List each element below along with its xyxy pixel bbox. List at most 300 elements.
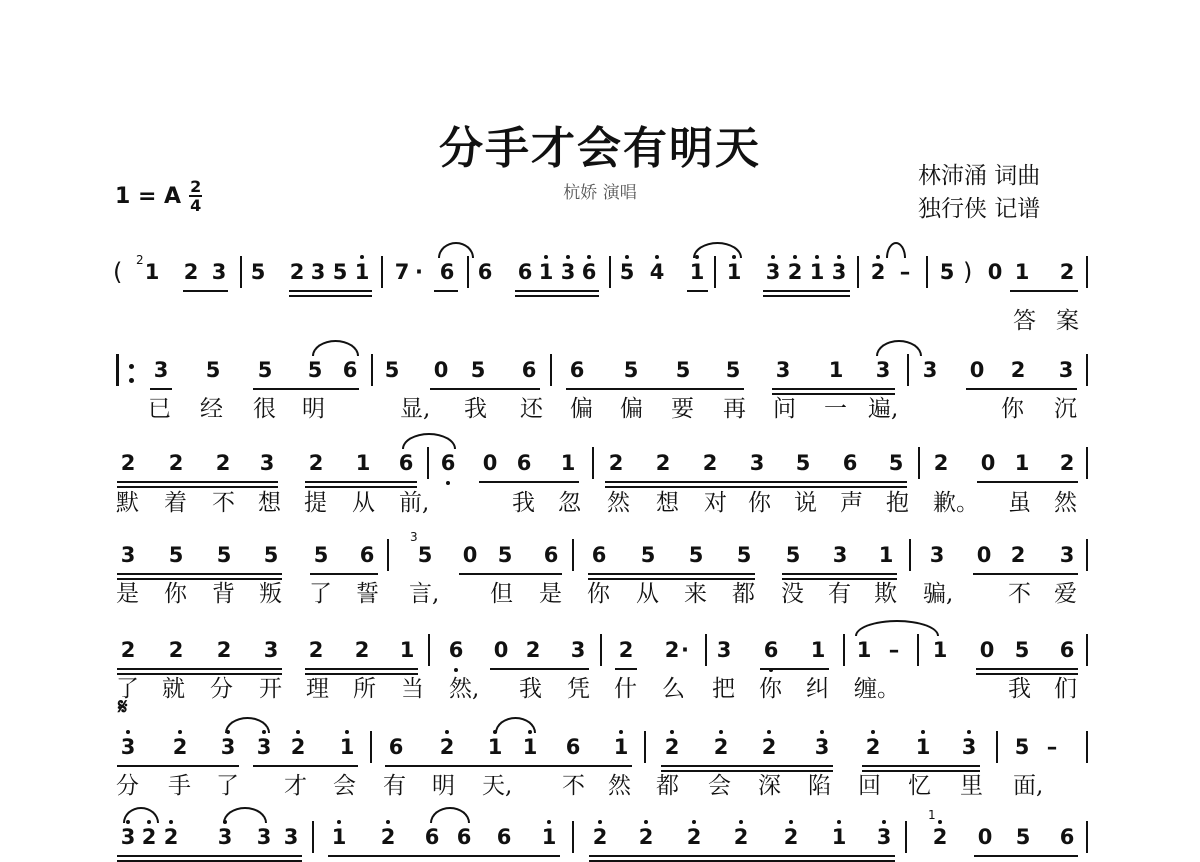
- lyric-syllable: 都: [656, 773, 679, 799]
- duration-underline: [117, 578, 282, 580]
- tie-slur: [495, 717, 536, 733]
- note: 7: [394, 260, 410, 284]
- note: 5: [888, 451, 904, 475]
- note: 2: [758, 727, 780, 767]
- note: 3: [263, 638, 279, 662]
- repeat-start: [116, 354, 125, 386]
- tie-slur: [855, 620, 939, 636]
- barline: [1086, 634, 1088, 666]
- tie-slur: [693, 242, 742, 258]
- note: 1: [538, 817, 560, 857]
- intro-paren-open: (: [113, 258, 123, 286]
- note: 6: [578, 252, 600, 292]
- lyric-syllable: 来: [684, 581, 707, 607]
- barline: [572, 821, 574, 853]
- octave-dot-high: [644, 820, 648, 824]
- octave-dot-high: [882, 820, 886, 824]
- octave-dot-high: [360, 255, 364, 259]
- lyric-syllable: 明: [302, 396, 325, 422]
- note: 1: [328, 817, 350, 857]
- note: 3: [117, 817, 139, 857]
- octave-dot-high: [169, 820, 173, 824]
- barline: [371, 354, 373, 386]
- lyric-syllable: 一: [824, 396, 847, 422]
- note: 1: [1014, 260, 1030, 284]
- note: 3: [828, 252, 850, 292]
- lyric-syllable: 答: [1013, 308, 1036, 334]
- repeat-dot: [129, 364, 134, 369]
- lyric-syllable: 骗,: [923, 581, 954, 607]
- tie-slur: [402, 433, 456, 449]
- octave-dot-high: [793, 255, 797, 259]
- duration-underline: [977, 481, 1078, 483]
- note: 5: [332, 260, 348, 284]
- note: 3: [929, 543, 945, 567]
- barline: [467, 256, 469, 288]
- note: 0: [493, 638, 509, 662]
- barline: [1086, 731, 1088, 763]
- duration-underline: [515, 295, 599, 297]
- octave-dot-high: [967, 730, 971, 734]
- duration-underline: [289, 290, 372, 292]
- note: 3: [958, 727, 980, 767]
- tie-slur: [312, 340, 359, 356]
- lyric-syllable: 你: [1001, 396, 1024, 422]
- note: 6: [496, 825, 512, 849]
- note: 5: [725, 358, 741, 382]
- lyric-syllable: 很: [253, 396, 276, 422]
- note: 3: [1058, 358, 1074, 382]
- note: 0: [976, 543, 992, 567]
- lyric-syllable: 前,: [399, 490, 430, 516]
- barline: [1086, 821, 1088, 853]
- time-numerator: 2: [190, 177, 202, 196]
- note: 2: [780, 817, 802, 857]
- lyric-syllable: 天,: [482, 773, 513, 799]
- note: 2: [354, 638, 370, 662]
- note: ·: [415, 260, 423, 284]
- lyric-syllable: 会: [708, 773, 731, 799]
- note: 1: [535, 252, 557, 292]
- tie-slur: [876, 340, 922, 356]
- note: 2: [308, 451, 324, 475]
- note: 6: [477, 260, 493, 284]
- note: 5: [688, 543, 704, 567]
- duration-underline: [605, 481, 907, 483]
- note: 1: [828, 358, 844, 382]
- lyric-syllable: 手: [168, 773, 191, 799]
- note: 2: [867, 252, 889, 292]
- note: 1: [351, 252, 373, 292]
- note: 2: [1010, 543, 1026, 567]
- note: 5: [250, 260, 266, 284]
- note: 1: [828, 817, 850, 857]
- lyric-syllable: 沉: [1054, 396, 1077, 422]
- lyric-syllable: 陷: [808, 773, 831, 799]
- octave-dot-high: [625, 255, 629, 259]
- note: 5: [736, 543, 752, 567]
- lyric-syllable: 你: [587, 581, 610, 607]
- lyric-syllable: 缠。: [854, 676, 900, 702]
- duration-underline: [305, 481, 417, 483]
- lyric-syllable: 面,: [1013, 773, 1044, 799]
- lyric-syllable: 忆: [908, 773, 931, 799]
- note: 0: [987, 260, 1003, 284]
- lyric-syllable: 但: [490, 581, 513, 607]
- time-denominator: 4: [190, 196, 202, 215]
- barline: [1086, 256, 1088, 288]
- note: 2: [589, 817, 611, 857]
- octave-dot-high: [126, 730, 130, 734]
- note: 2: [1059, 260, 1075, 284]
- lyric-syllable: 就: [162, 676, 185, 702]
- lyric-syllable: 是: [539, 581, 562, 607]
- note: 2: [664, 638, 680, 662]
- note: 0: [969, 358, 985, 382]
- note: 1: [912, 727, 934, 767]
- duration-underline: [687, 290, 708, 292]
- lyric-syllable: 分: [116, 773, 139, 799]
- lyric-syllable: 默: [116, 490, 139, 516]
- note: 0: [482, 451, 498, 475]
- lyric-syllable: 么: [662, 676, 685, 702]
- barline: [572, 539, 574, 571]
- note: 5: [640, 543, 656, 567]
- lyric-syllable: 对: [704, 490, 727, 516]
- note: 5: [307, 358, 323, 382]
- lyric-syllable: 凭: [567, 676, 590, 702]
- octave-dot-high: [337, 820, 341, 824]
- lyric-syllable: 然: [608, 773, 631, 799]
- octave-dot-high: [655, 255, 659, 259]
- octave-dot-high: [921, 730, 925, 734]
- octave-dot-high: [871, 730, 875, 734]
- octave-dot-high: [771, 255, 775, 259]
- lyric-syllable: 爱: [1054, 581, 1077, 607]
- note: 2: [216, 638, 232, 662]
- note: 2: [635, 817, 657, 857]
- note: 2: [730, 817, 752, 857]
- duration-underline: [117, 668, 282, 670]
- lyric-syllable: 什: [614, 676, 637, 702]
- lyric-syllable: 你: [759, 676, 782, 702]
- barline: [917, 634, 919, 666]
- lyric-syllable: 经: [200, 396, 223, 422]
- key-label: 1 = A: [115, 183, 182, 209]
- repeat-dot: [129, 378, 134, 383]
- lyric-syllable: 有: [383, 773, 406, 799]
- lyric-syllable: 想: [656, 490, 679, 516]
- lyric-syllable: 从: [636, 581, 659, 607]
- lyric-syllable: 从: [352, 490, 375, 516]
- note: 2: [120, 451, 136, 475]
- barline: [592, 447, 594, 479]
- lyric-syllable: 遍,: [868, 396, 899, 422]
- duration-underline: [117, 486, 278, 488]
- note: 5: [384, 358, 400, 382]
- lyric-syllable: 你: [748, 490, 771, 516]
- note: 2: [168, 638, 184, 662]
- note: 2: [862, 727, 884, 767]
- octave-dot-high: [820, 730, 824, 734]
- note: 3: [310, 260, 326, 284]
- note: 2: [215, 451, 231, 475]
- lyric-syllable: 回: [858, 773, 881, 799]
- note: 3: [570, 638, 586, 662]
- note: 5: [939, 260, 955, 284]
- note: 3: [217, 727, 239, 767]
- lyric-syllable: 言,: [409, 581, 440, 607]
- note: 3: [875, 358, 891, 382]
- lyric-syllable: 誓: [356, 581, 379, 607]
- grace-note: 2: [136, 253, 144, 267]
- lyric-syllable: 显,: [400, 396, 431, 422]
- duration-underline: [434, 290, 458, 292]
- note: 3: [117, 727, 139, 767]
- note: 2: [183, 260, 199, 284]
- lyric-syllable: 把: [712, 676, 735, 702]
- note: 2: [618, 638, 634, 662]
- lyric-syllable: 再: [723, 396, 746, 422]
- note: 5: [675, 358, 691, 382]
- lyric-syllable: 欺: [874, 581, 897, 607]
- octave-dot-high: [815, 255, 819, 259]
- lyric-syllable: 然: [607, 490, 630, 516]
- lyric-syllable: 我: [1008, 676, 1031, 702]
- transcriber-credit: 独行侠 记谱: [918, 196, 1041, 222]
- lyric-syllable: 不: [562, 773, 585, 799]
- note: 1: [484, 727, 506, 767]
- duration-underline: [479, 481, 579, 483]
- octave-dot-high: [719, 730, 723, 734]
- lyric-syllable: 有: [828, 581, 851, 607]
- note: 2: [436, 727, 458, 767]
- note: 2: [784, 252, 806, 292]
- note: 1: [355, 451, 371, 475]
- barline: [857, 256, 859, 288]
- note: 3: [811, 727, 833, 767]
- note: 1: [723, 252, 745, 292]
- lyric-syllable: 偏: [620, 396, 643, 422]
- note: –: [1046, 735, 1058, 759]
- lyric-syllable: 叛: [259, 581, 282, 607]
- note: 6: [398, 451, 414, 475]
- note: 3: [256, 825, 272, 849]
- duration-underline: [763, 295, 850, 297]
- barline: [1086, 539, 1088, 571]
- note: 1: [519, 727, 541, 767]
- lyric-syllable: 歉。: [933, 490, 979, 516]
- note: 6: [760, 630, 782, 670]
- tie-slur: [886, 242, 906, 258]
- lyric-syllable: 提: [304, 490, 327, 516]
- barline: [907, 354, 909, 386]
- tie-slur: [223, 807, 267, 823]
- lyric-syllable: 才: [284, 773, 307, 799]
- note: 2: [1059, 451, 1075, 475]
- lyric-syllable: 已: [148, 396, 171, 422]
- octave-dot-high: [837, 820, 841, 824]
- note: 6: [543, 543, 559, 567]
- note: 2: [138, 817, 160, 857]
- lyric-syllable: 说: [794, 490, 817, 516]
- note: 1: [560, 451, 576, 475]
- note: 5: [263, 543, 279, 567]
- note: 3: [214, 817, 236, 857]
- barline: [1086, 354, 1088, 386]
- lyric-syllable: 了: [216, 773, 239, 799]
- note: 6: [445, 630, 467, 670]
- lyric-syllable: 明: [432, 773, 455, 799]
- note: 3: [283, 825, 299, 849]
- note: 6: [456, 825, 472, 849]
- note: 1: [686, 252, 708, 292]
- barline: [905, 821, 907, 853]
- duration-underline: [515, 290, 599, 292]
- duration-underline: [289, 295, 372, 297]
- note: 0: [979, 638, 995, 662]
- barline: [370, 731, 372, 763]
- note: 2: [933, 451, 949, 475]
- note: 2: [710, 727, 732, 767]
- barline: [428, 634, 430, 666]
- duration-underline: [117, 573, 282, 575]
- lyric-syllable: 抱: [886, 490, 909, 516]
- note: 1: [856, 638, 872, 662]
- note: 2: [308, 638, 324, 662]
- intro-paren-close: ): [963, 258, 973, 286]
- lyric-syllable: 没: [781, 581, 804, 607]
- note: 2: [160, 817, 182, 857]
- note: 3: [922, 358, 938, 382]
- octave-dot-high: [544, 255, 548, 259]
- octave-dot-low: [446, 481, 450, 485]
- note: 6: [569, 358, 585, 382]
- barline: [550, 354, 552, 386]
- lyric-syllable: 忽: [558, 490, 581, 516]
- octave-dot-high: [876, 255, 880, 259]
- note: 6: [388, 735, 404, 759]
- note: 1: [932, 638, 948, 662]
- grace-note: 1: [928, 808, 936, 822]
- note: 6: [517, 260, 533, 284]
- time-signature: [189, 178, 202, 214]
- lyric-syllable: 案: [1056, 308, 1079, 334]
- lyric-syllable: 所: [353, 676, 376, 702]
- duration-underline: [589, 855, 895, 857]
- note: 2: [1010, 358, 1026, 382]
- barline: [427, 447, 429, 479]
- note: ·: [681, 638, 689, 662]
- duration-underline: [117, 673, 282, 675]
- octave-dot-high: [670, 730, 674, 734]
- note: 5: [616, 252, 638, 292]
- note: 3: [211, 260, 227, 284]
- octave-dot-high: [938, 820, 942, 824]
- note: 2: [168, 451, 184, 475]
- lyric-syllable: 声: [840, 490, 863, 516]
- note: 3: [1059, 543, 1075, 567]
- lyric-syllable: 是: [116, 581, 139, 607]
- note: 5: [216, 543, 232, 567]
- barline: [609, 256, 611, 288]
- note: 3: [749, 451, 765, 475]
- note: 6: [565, 735, 581, 759]
- barline: [909, 539, 911, 571]
- note: 2: [525, 638, 541, 662]
- duration-underline: [974, 855, 1078, 857]
- octave-dot-high: [837, 255, 841, 259]
- lyric-syllable: 想: [258, 490, 281, 516]
- note: 6: [521, 358, 537, 382]
- lyric-syllable: 还: [520, 396, 543, 422]
- note: 5: [313, 543, 329, 567]
- note: 6: [439, 260, 455, 284]
- barline: [714, 256, 716, 288]
- note: 3: [716, 638, 732, 662]
- grace-note: 3: [410, 530, 418, 544]
- note: 3: [775, 358, 791, 382]
- octave-dot-high: [386, 820, 390, 824]
- note: 1: [399, 638, 415, 662]
- composer-credit: 林沛涌 词曲: [918, 163, 1041, 189]
- lyric-syllable: 了: [116, 676, 139, 702]
- note: 3: [153, 358, 169, 382]
- note: 6: [516, 451, 532, 475]
- note: 3: [120, 543, 136, 567]
- note: 5: [1014, 735, 1030, 759]
- note: 6: [591, 543, 607, 567]
- duration-underline: [117, 855, 302, 857]
- note: 2: [702, 451, 718, 475]
- lyric-syllable: 了: [309, 581, 332, 607]
- lyric-syllable: 我: [512, 490, 535, 516]
- lyric-syllable: 我: [519, 676, 542, 702]
- lyric-syllable: 都: [732, 581, 755, 607]
- note: 6: [437, 443, 459, 483]
- lyric-syllable: 们: [1054, 676, 1077, 702]
- note: 3: [259, 451, 275, 475]
- barline: [918, 447, 920, 479]
- singer-credit: 杭娇 演唱: [563, 183, 637, 203]
- note: 2: [120, 638, 136, 662]
- note: 5: [623, 358, 639, 382]
- note: 1: [144, 260, 160, 284]
- note: 6: [342, 358, 358, 382]
- lyric-syllable: 偏: [570, 396, 593, 422]
- note: 2: [289, 260, 305, 284]
- note: 3: [253, 727, 275, 767]
- note: 6: [1059, 825, 1075, 849]
- lyric-syllable: 不: [1008, 581, 1031, 607]
- note: 5: [417, 543, 433, 567]
- note: 4: [646, 252, 668, 292]
- note: 0: [977, 825, 993, 849]
- note: 5: [205, 358, 221, 382]
- lyric-syllable: 你: [164, 581, 187, 607]
- duration-underline: [1010, 290, 1078, 292]
- lyric-syllable: 背: [212, 581, 235, 607]
- note: 0: [433, 358, 449, 382]
- lyric-syllable: 着: [164, 490, 187, 516]
- barline: [996, 731, 998, 763]
- lyric-syllable: 理: [306, 676, 329, 702]
- note: 6: [359, 543, 375, 567]
- octave-dot-high: [178, 730, 182, 734]
- barline: [387, 539, 389, 571]
- note: 3: [762, 252, 784, 292]
- note: 2: [287, 727, 309, 767]
